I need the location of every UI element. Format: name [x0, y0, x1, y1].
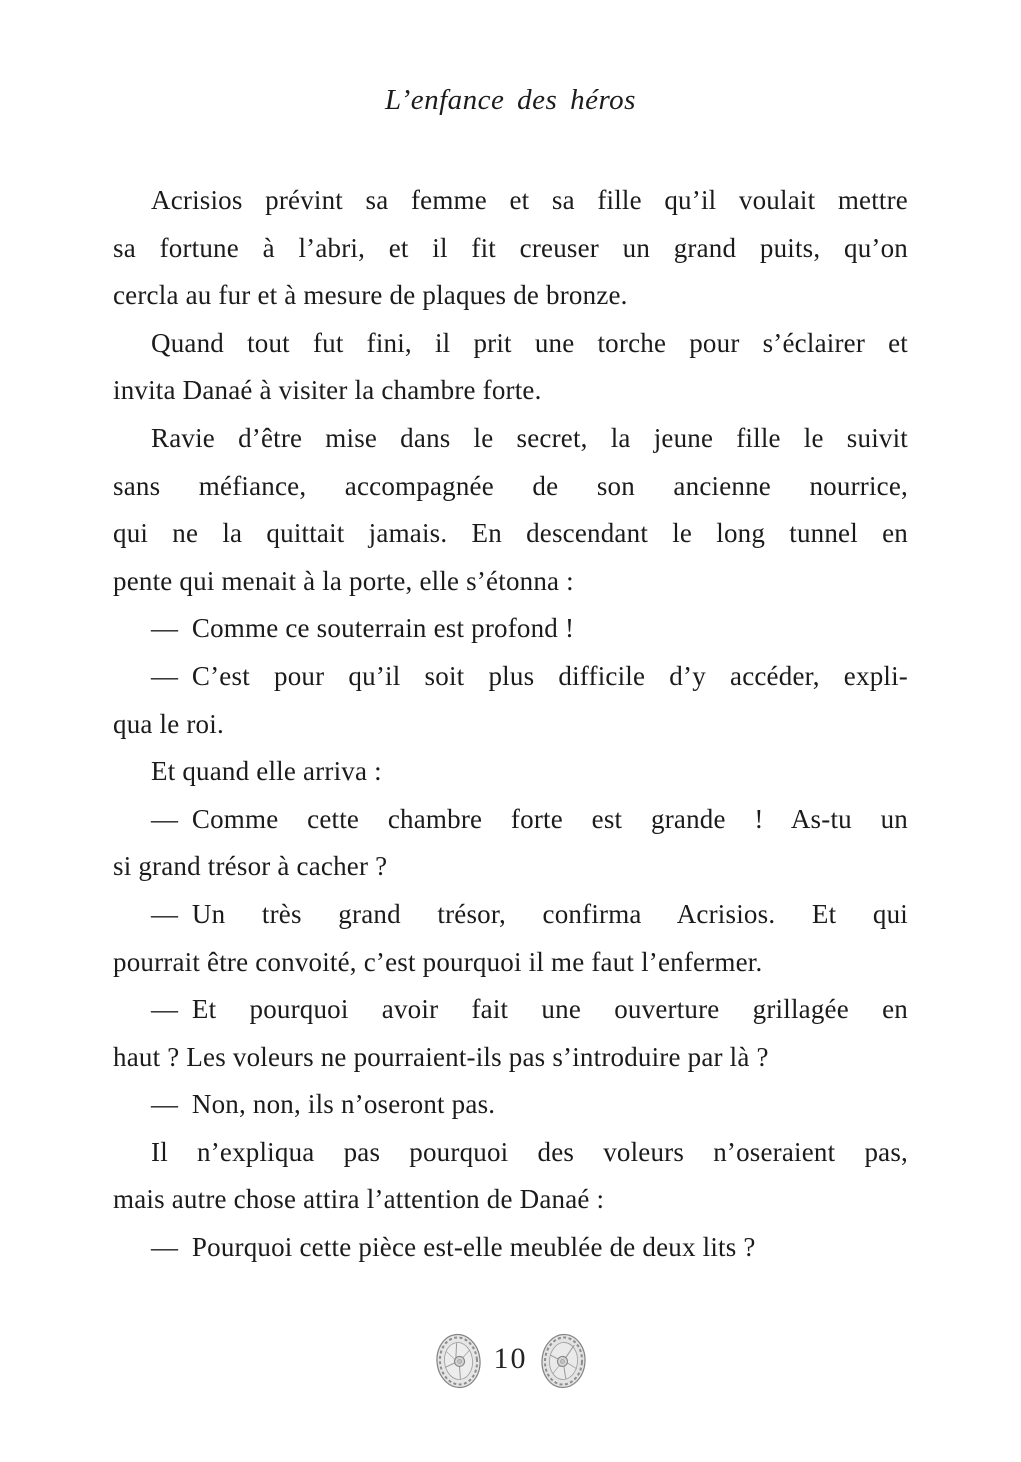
- text-line: — Un très grand trésor, confirma Acrisios. Et qui: [151, 898, 908, 929]
- text-line: haut ? Les voleurs ne pourraient-ils pas s’introduire par là ?: [113, 1041, 769, 1072]
- text-line: pente qui menait à la porte, elle s’étonna :: [113, 565, 574, 596]
- footer-ornament-right-icon: [538, 1330, 589, 1391]
- paragraph-dialogue: [113, 796, 908, 891]
- text-line: — C’est pour qu’il soit plus difficile d’y accéder, expli-: [151, 660, 908, 691]
- paragraph: [113, 415, 908, 605]
- text-line: mais autre chose attira l’attention de Danaé :: [113, 1184, 605, 1215]
- paragraph: [113, 1129, 908, 1224]
- paragraph-dialogue: [113, 605, 908, 653]
- text-line: si grand trésor à cacher ?: [113, 851, 388, 882]
- page-footer: [0, 1332, 1021, 1390]
- paragraph: [113, 320, 908, 415]
- page-body-text: [113, 177, 908, 1272]
- paragraph-dialogue: [113, 1224, 908, 1272]
- paragraph: [113, 177, 908, 320]
- text-line: Quand tout fut fini, il prit une torche pour s’éclairer et: [151, 327, 908, 358]
- text-line: — Comme cette chambre forte est grande ! As-tu un: [151, 803, 908, 834]
- text-line: — Et pourquoi avoir fait une ouverture grillagée en: [151, 994, 908, 1025]
- text-line: Il n’expliqua pas pourquoi des voleurs n’oseraient pas,: [151, 1136, 908, 1167]
- page-number: 10: [493, 1342, 528, 1375]
- text-line: — Comme ce souterrain est profond !: [151, 613, 575, 644]
- text-line: — Non, non, ils n’oseront pas.: [151, 1089, 496, 1120]
- running-head-title: L’enfance des héros: [385, 84, 636, 116]
- text-line: sans méfiance, accompagnée de son ancienne nourrice,: [113, 470, 908, 501]
- text-line: invita Danaé à visiter la chambre forte.: [113, 375, 542, 406]
- footer-ornament-left-icon: [432, 1330, 485, 1393]
- paragraph-dialogue: [113, 891, 908, 986]
- text-line: qua le roi.: [113, 708, 224, 739]
- text-line: Acrisios prévint sa femme et sa fille qu’il voulait mettre: [151, 185, 908, 215]
- text-line: sa fortune à l’abri, et il fit creuser un grand puits, qu’on: [113, 232, 908, 263]
- text-line: — Pourquoi cette pièce est-elle meublée de deux lits ?: [151, 1232, 756, 1263]
- paragraph-dialogue: [113, 1081, 908, 1129]
- paragraph-dialogue: [113, 653, 908, 748]
- text-line: Et quand elle arriva :: [151, 756, 382, 787]
- text-line: Ravie d’être mise dans le secret, la jeune fille le suivit: [151, 422, 908, 453]
- text-line: cercla au fur et à mesure de plaques de bronze.: [113, 280, 628, 311]
- text-line: pourrait être convoité, c’est pourquoi il me faut l’enfermer.: [113, 946, 763, 977]
- paragraph-dialogue: [113, 986, 908, 1081]
- paragraph: [113, 748, 908, 796]
- text-line: qui ne la quittait jamais. En descendant le long tunnel en: [113, 518, 908, 549]
